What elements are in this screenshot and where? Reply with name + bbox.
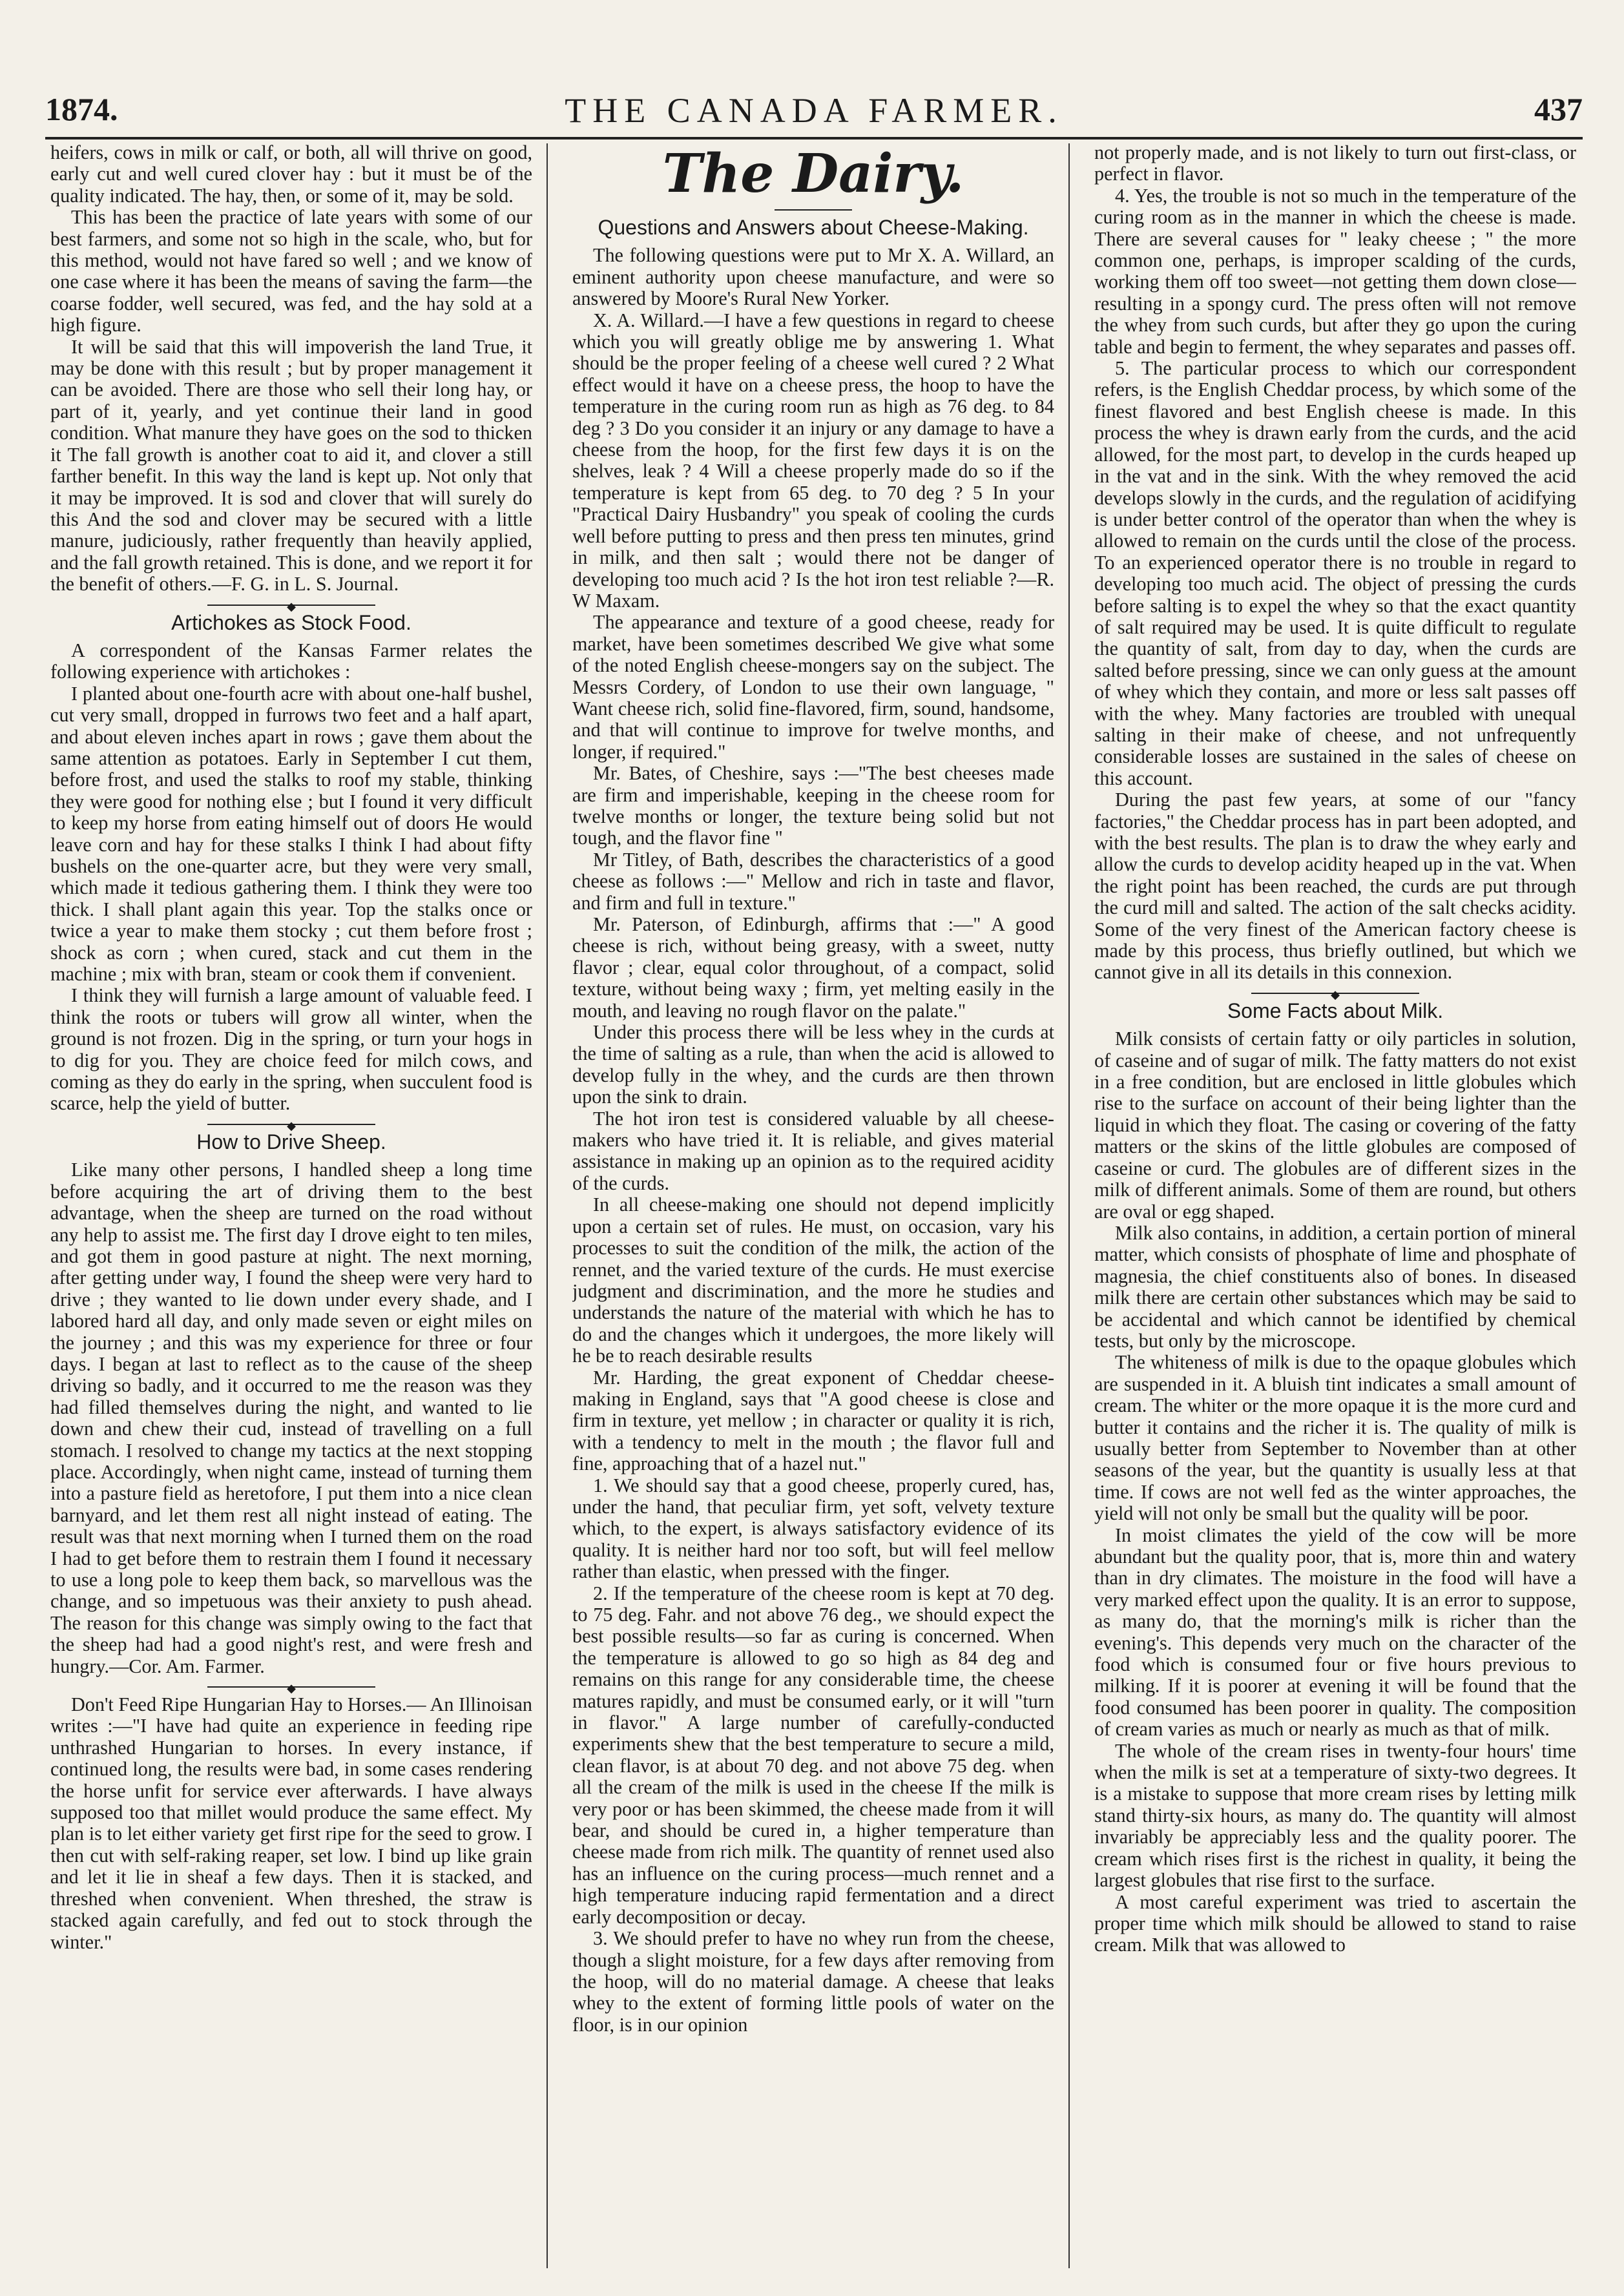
article-title-milk: Some Facts about Milk. bbox=[1227, 998, 1444, 1022]
paragraph: The hot iron test is considered valuable by all cheese-makers who have tried it. It is reliable, and gives material assistance in making up an opinion as to the required acidity of the curds. bbox=[572, 1107, 1054, 1194]
paragraph: Mr Titley, of Bath, describes the characteristics of a good cheese as follows :—" Mellow and rich in taste and flavor, and firm and full in texture." bbox=[572, 848, 1054, 914]
paragraph: In moist climates the yield of the cow will be more abundant but the quality poor, that is, more thin and watery than in dry climates. The moisture in the food will have a very marked effect upon the quality. It is an error to suppose, as many do, that the morning's milk is richer than the evening's. This depends very much on the character of the food which is consumed four or five hours previous to milking. If it is poorer at evening it will be found that the food consumed has been poorer in quality. The composition of cream varies as much or nearly as much as that of milk. bbox=[1094, 1524, 1576, 1741]
issue-year: 1874. bbox=[45, 91, 118, 127]
paragraph: 2. If the temperature of the cheese room is kept at 70 deg. to 75 deg. Fahr. and not above 76 deg., we should expect the best possible results—so far as curing is concerned. When the temperature is allowed to go so high as 84 deg and remains on this range for any considerable time, the cheese matures rapidly, and must be consumed early, or it will "turn in flavor." A large number of carefully-conducted experiments shew that the best temperature to secure a mild, clean flavor, is at about 70 deg. and not above 75 deg. when all the cream of the milk is used in the cheese If the milk is very poor or has been skimmed, the cheese made from it will bear, and should be cured in, a higher temperature than cheese made from rich milk. The quantity of rennet used also has an influence on the curing process—much rennet and a high temperature inducing rapid fermentation and a direct early decomposition or decay. bbox=[572, 1582, 1054, 1928]
paragraph: It will be said that this will impoverish the land True, it may be done with this result ; but by proper management it can be avoided. There are those who sell their long hay, or part of it, yearly, and yet continue their land in good condition. What manure they have goes on the sod to thicken it The fall growth is another coat to aid it, and clover a still farther benefit. In this way the land is kept up. Not only that it may be improved. It is sod and clover that will surely do this And the sod and clover may be secured with a little manure, judiciously, rather frequently than heavily applied, and the fall growth retained. This is done, and we report it for the benefit of others.—F. G. in L. S. Journal. bbox=[50, 335, 532, 595]
column-3 bbox=[1094, 142, 1576, 2273]
paragraph: 1. We should say that a good cheese, properly cured, has, under the hand, that peculiar firm, yet soft, velvety texture which, to the expert, is always satisfactory evidence of its quality. It is neither hard nor too soft, but will feel mellow rather than elastic, when pressed with the finger. bbox=[572, 1474, 1054, 1583]
paragraph: I think they will furnish a large amount of valuable feed. I think the roots or tubers will grow all winter, when the ground is not frozen. Dig in the spring, or turn your hogs in to dig for you. They are choice feed for milch cows, and coming as they do early in the spring, when succulent food is scarce, help the yield of butter. bbox=[50, 984, 532, 1115]
column-rule-1 bbox=[547, 143, 548, 2268]
title-rule bbox=[775, 209, 852, 211]
page-number: 437 bbox=[1534, 91, 1583, 127]
paragraph: X. A. Willard.—I have a few questions in regard to cheese which you will greatly oblige me by answering 1. What should be the proper feeling of a cheese well cured ? 2 What effect would it have on a cheese press, the hoop to have the temperature in the curing room run as high as 76 deg. to 84 deg ? 3 Do you consider it an injury or any damage to have a cheese from the hoop, for the first few days it is on the shelves, leak ? 4 Will a cheese properly made do so if the temperature is kept from 65 deg. to 70 deg ? 5 In your "Practical Dairy Husbandry" you speak of cooling the curds well before putting to press and then press ten minutes, grind in milk, and then salt ; would there not be danger of developing too much acid ? Is the hot iron test reliable ?—R. W Maxam. bbox=[572, 309, 1054, 612]
column-1 bbox=[50, 142, 532, 2273]
paragraph: The whole of the cream rises in twenty-four hours' time when the milk is set at a temperature of sixty-two degrees. It is a mistake to suppose that more cream rises by letting milk stand thirty-six hours, as many do. The quantity will almost invariably be appreciably less and the quality poorer. The cream which rises first is the richest in quality, it being the largest globules that rise first to the surface. bbox=[1094, 1739, 1576, 1892]
article-title-sheep: How to Drive Sheep. bbox=[196, 1130, 386, 1153]
paragraph: Milk consists of certain fatty or oily particles in solution, of caseine and of sugar of milk. The fatty matters do not exist in a free condition, but are enclosed in little globules which rise to the surface on account of their being lighter than the liquid in which they float. The casing or covering of the fatty matters or the skins of the little globules are composed of caseine or curd. The globules are of different sizes in the milk of different animals. Some of them are round, but others are oval or egg shaped. bbox=[1094, 1028, 1576, 1223]
paragraph: The following questions were put to Mr X. A. Willard, an eminent authority upon cheese manufacture, and were so answered by Moore's Rural New Yorker. bbox=[572, 244, 1054, 310]
article-title-cheese: Questions and Answers about Cheese-Making. bbox=[598, 216, 1029, 239]
paragraph: not properly made, and is not likely to turn out first-class, or perfect in flavor. bbox=[1094, 142, 1576, 185]
column-rule-2 bbox=[1068, 143, 1070, 2268]
paragraph: In all cheese-making one should not depend implicitly upon a certain set of rules. He must, on occasion, vary his processes to suit the condition of the milk, the action of the rennet, and the varied texture of the curds. He must exercise judgment and discrimination, and the more he studies and understands the nature of the material with which he has to do and the changes which it undergoes, the more likely will he be to reach desirable results bbox=[572, 1194, 1054, 1367]
section-divider bbox=[207, 1124, 375, 1125]
paragraph: A most careful experiment was tried to ascertain the proper time which milk should be allowed to stand to raise cream. Milk that was allowed to bbox=[1094, 1890, 1576, 1956]
paragraph: Under this process there will be less whey in the curds at the time of salting as a rule, than when the acid is allowed to develop fully in the whey, and the curds are then thrown upon the sink to drain. bbox=[572, 1021, 1054, 1108]
paragraph: heifers, cows in milk or calf, or both, all will thrive on good, early cut and well cured clover hay : but it must be of the quality indicated. The hay, then, or some of it, may be sold. bbox=[50, 142, 532, 207]
section-divider bbox=[1251, 993, 1419, 994]
paragraph: The whiteness of milk is due to the opaque globules which are suspended in it. A bluish tint indicates a small amount of cream. The whiter or the more opaque it is the more curd and butter it contains and the richer it is. The quality of milk is usually better from September to November than at other seasons of the year, but the quantity is usually less at that time. If cows are not well fed as the winter approaches, the yield will not only be small but the quality will be poor. bbox=[1094, 1351, 1576, 1525]
paragraph: Mr. Bates, of Cheshire, says :—"The best cheeses made are firm and imperishable, keeping in the cheese room for twelve months or longer, the texture being solid but not tough, and the flavor fine " bbox=[572, 762, 1054, 849]
paragraph: Mr. Paterson, of Edinburgh, affirms that :—" A good cheese is rich, without being greasy, with a sweet, nutty flavor ; clear, equal color throughout, of a compact, solid texture, without being waxy ; firm, yet melting easily in the mouth, and leaving no rough flavor on the palate." bbox=[572, 913, 1054, 1022]
paragraph: Like many other persons, I handled sheep a long time before acquiring the art of driving them to the best advantage, when the sheep are turned on the road without any help to assist me. The first day I drove eight to ten miles, and got them in good pasture at night. The next morning, after getting under way, I found the sheep were very hard to drive ; they wanted to lie down under every shade, and I labored hard all day, and only made seven or eight miles on the journey ; and this was my experience for three or four days. I began at last to reflect as to the cause of the sheep driving so badly, and it occurred to me the reason was they had filled themselves during the night, and wanted to lie down and chew their cud, instead of travelling on a full stomach. I resolved to change my tactics at the next stopping place. Accordingly, when night came, instead of turning them into a pasture field as heretofore, I put them into a nice clean barnyard, and let them rest all night instead of eating. The result was that next morning when I turned them on the road I had to get before them to restrain them I found it necessary to use a long pole to keep them back, so marvellous was the change, and so impetuous was their anxiety to push ahead. The reason for this change was simply owing to the fact that the sheep had had a good night's rest, and were fresh and hungry.—Cor. Am. Farmer. bbox=[50, 1159, 532, 1677]
masthead-title: THE CANADA FARMER. bbox=[565, 91, 1063, 130]
article-title-artichokes: Artichokes as Stock Food. bbox=[171, 610, 411, 634]
paragraph: Mr. Harding, the great exponent of Cheddar cheese-making in England, says that "A good cheese is close and firm in texture, yet mellow ; in character or quality it is rich, with a tendency to melt in the mouth ; the flavor full and fine, approaching that of a hazel nut." bbox=[572, 1366, 1054, 1475]
paragraph: I planted about one-fourth acre with about one-half bushel, cut very small, dropped in furrows two feet and a half apart, and about eleven inches apart in rows ; gave them about the same attention as potatoes. Early in September I cut them, before frost, and used the stalks to roof my stable, thinking they were good for nothing else ; but I found it very difficult to keep my horse from eating himself out of doors He would leave corn and hay for these stalks I think I had about fifty bushels on the one-quarter acre, but they were very small, which made it tedious gathering them. I think they were too thick. I shall plant again this year. Top the stalks once or twice a year to make them stocky ; cut them before frost ; shock as corn ; when cured, stack and cut them in the machine ; mix with bran, steam or cook them if convenient. bbox=[50, 682, 532, 986]
header-rule bbox=[45, 137, 1583, 140]
section-divider bbox=[207, 605, 375, 606]
paragraph: Don't Feed Ripe Hungarian Hay to Horses.— An Illinoisan writes :—"I have had quite an experience in feeding ripe unthrashed Hungarian to horses. In every instance, if continued long, the results were bad, in some cases rendering the horse unfit for service ever afterwards. I have always supposed too that millet would produce the same effect. My plan is to let either variety get first ripe for the seed to grow. I then cut with self-raking reaper, set low. I bind up like grain and let it lie in sheaf a few days. Then it is stacked, and threshed when convenient. When threshed, the straw is stacked again carefully, and fed out to stock through the winter." bbox=[50, 1693, 532, 1953]
column-2 bbox=[572, 142, 1054, 2273]
paragraph: 4. Yes, the trouble is not so much in the temperature of the curing room as in the manner in which the cheese is made. There are several causes for " leaky cheese ; " the more common one, perhaps, is improper scalding of the curds, working them off too sweet—not getting them down close—resulting in a spongy curd. The press often will not remove the whey from such curds, but after they go upon the curing table and begin to ferment, the whey separates and passes off. bbox=[1094, 184, 1576, 358]
paragraph: The appearance and texture of a good cheese, ready for market, have been sometimes described We give what some of the noted English cheese-mongers say on the subject. The Messrs Cordery, of London to use their own language, " Want cheese rich, solid fine-flavored, firm, sound, handsome, and that will continue to improve for twelve months, and longer, if required." bbox=[572, 611, 1054, 763]
section-divider bbox=[207, 1686, 375, 1688]
paragraph: During the past few years, at some of our "fancy factories," the Cheddar process has in part been adopted, and with the best results. The plan is to draw the whey early and allow the curds to develop acidity heaped up in the vat. When the right point has been reached, the curds are put through the curd mill and salted. The action of the salt checks acidity. Some of the very finest of the American factory cheese is made by this process, thus briefly outlined, but which we cannot give in all its details in this connexion. bbox=[1094, 789, 1576, 984]
page-header bbox=[45, 90, 1583, 136]
department-title: The Dairy. bbox=[662, 143, 964, 205]
paragraph: 3. We should prefer to have no whey run from the cheese, though a slight moisture, for a few days after removing from the hoop, will do no material damage. A cheese that leaks whey to the extent of forming little pools of water on the floor, is in our opinion bbox=[572, 1927, 1054, 2036]
paragraph: A correspondent of the Kansas Farmer relates the following experience with artichokes : bbox=[50, 639, 532, 683]
paragraph: Milk also contains, in addition, a certain portion of mineral matter, which consists of phosphate of lime and phosphate of magnesia, the chief constituents also of bones. In diseased milk there are certain other substances which may be said to be accidental and which cannot be identified by chemical tests, but only by the microscope. bbox=[1094, 1221, 1576, 1352]
paragraph: This has been the practice of late years with some of our best farmers, and some not so high in the scale, who, but for this method, would not have fared so well ; and we know of one case where it has been the means of saving the farm—the coarse fodder, well secured, was fed, and the hay sold at a high figure. bbox=[50, 206, 532, 336]
paragraph: 5. The particular process to which our correspondent refers, is the English Cheddar process, by which some of the finest flavored and best English cheese is made. In this process the whey is drawn early from the curds, and the acid allowed, for the most part, to develop in the curds heaped up in the vat and in the sink. With the whey removed the acid develops slowly in the curds, and the regulation of acidifying is under better control of the operator than when the whey is allowed to remain on the curds until the close of the process. To an experienced operator there is no trouble in regard to developing too much acid. The object of pressing the curds before salting is to expel the whey so that the exact quantity of salt required may be used. It is quite difficult to regulate the quantity of salt, from day to day, when the curds are salted before pressing, since we can only guess at the amount of whey which they contain, and more or less salt passes off with the whey. Many factories are troubled with unequal salting in their make of cheese, and not unfrequently considerable losses are sustained in the sales of cheese on this account. bbox=[1094, 357, 1576, 789]
